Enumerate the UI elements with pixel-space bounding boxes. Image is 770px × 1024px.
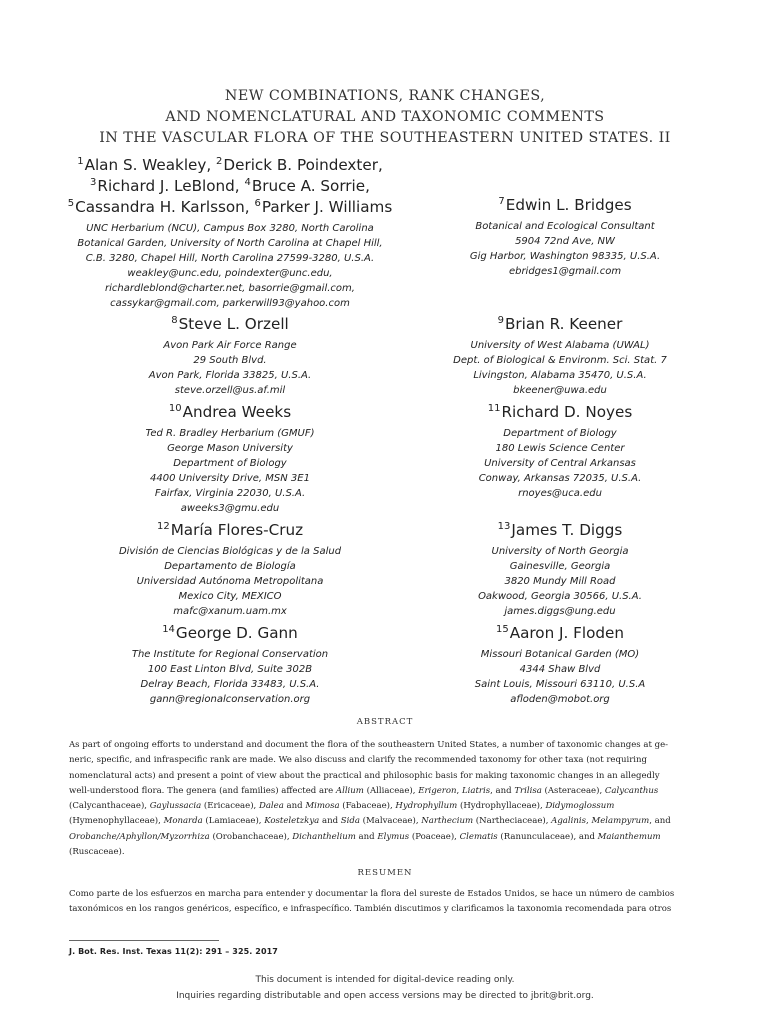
author-name: Parker J. Williams bbox=[261, 198, 393, 216]
taxon-name: Mimosa bbox=[305, 801, 340, 812]
author-name-line bbox=[390, 521, 730, 542]
address-line: George Mason University bbox=[167, 443, 293, 454]
author-block-7 bbox=[400, 196, 730, 279]
affiliation-number: 7 bbox=[498, 196, 505, 207]
address-line: Universidad Autónoma Metropolitana bbox=[136, 576, 324, 587]
author-names-line bbox=[40, 177, 420, 198]
taxon-name: Dichanthelium bbox=[292, 831, 356, 842]
affiliation-address bbox=[60, 544, 400, 619]
resumen-line: taxonómicos en los rangos genéricos, específico, e infraspecífico. También discutimos y clarificamos la taxonomia recomendada para otros bbox=[69, 904, 672, 915]
affiliation-number: 10 bbox=[168, 403, 182, 414]
affiliation-number: 2 bbox=[216, 156, 223, 167]
address-line: 29 South Blvd. bbox=[193, 355, 267, 366]
affiliation-address bbox=[60, 647, 400, 707]
author-name: James T. Diggs bbox=[511, 521, 623, 539]
address-line: Gig Harbor, Washington 98335, U.S.A. bbox=[469, 251, 661, 262]
email-line: afloden@mobot.org bbox=[510, 694, 610, 705]
affiliation-address bbox=[60, 426, 400, 516]
taxon-name: Monarda bbox=[163, 816, 203, 827]
email-line: mafc@xanum.uam.mx bbox=[173, 606, 287, 617]
author-names-line bbox=[40, 198, 420, 219]
address-line: División de Ciencias Biológicas y de la Salud bbox=[118, 546, 342, 557]
affiliation-address bbox=[40, 221, 420, 311]
address-line: Fairfax, Virginia 22030, U.S.A. bbox=[154, 488, 306, 499]
author-name-line bbox=[390, 315, 730, 336]
address-line: UNC Herbarium (NCU), Campus Box 3280, North Carolina bbox=[86, 223, 374, 234]
affiliation-number: 5 bbox=[67, 198, 75, 209]
address-line: 180 Lewis Science Center bbox=[495, 443, 625, 454]
taxon-name: Melampyrum bbox=[591, 816, 650, 827]
title-line: NEW COMBINATIONS, RANK CHANGES, bbox=[224, 88, 546, 104]
author-block-12 bbox=[60, 521, 400, 619]
email-line: gann@regionalconservation.org bbox=[149, 694, 311, 705]
author-name: Richard D. Noyes bbox=[501, 403, 633, 421]
taxon-name: Elymus bbox=[377, 831, 410, 842]
author-name-line bbox=[390, 403, 730, 424]
abstract-line: As part of ongoing efforts to understand and document the flora of the southeastern United States, a number of taxonomic changes at ge- bbox=[69, 740, 669, 750]
author-block-8 bbox=[60, 315, 400, 398]
affiliation-number: 4 bbox=[244, 177, 251, 188]
affiliation-number: 3 bbox=[90, 177, 97, 188]
email-line: bkeener@uwa.edu bbox=[513, 385, 607, 396]
address-line: Delray Beach, Florida 33483, U.S.A. bbox=[140, 679, 320, 690]
abstract-line: nomenclatural acts) and present a point of view about the practical and philosophic basis for making taxonomic changes in an allegedly bbox=[69, 770, 660, 781]
author-name-line bbox=[60, 403, 400, 424]
author-name: Bruce A. Sorrie, bbox=[251, 177, 370, 195]
taxon-name: Didymoglossum bbox=[545, 801, 615, 812]
author-name: Alan S. Weakley, bbox=[84, 156, 217, 174]
author-name: Brian R. Keener bbox=[504, 315, 623, 333]
author-name: Andrea Weeks bbox=[182, 403, 292, 421]
taxon-name: Maianthemum bbox=[597, 831, 661, 842]
address-line: Saint Louis, Missouri 63110, U.S.A bbox=[474, 679, 646, 690]
author-name: Steve L. Orzell bbox=[178, 315, 289, 333]
address-line: University of West Alabama (UWAL) bbox=[470, 340, 650, 351]
address-line: University of Central Arkansas bbox=[484, 458, 636, 469]
address-line: Gainesville, Georgia bbox=[509, 561, 611, 572]
taxon-name: Agalinis bbox=[551, 816, 586, 827]
address-line: Avon Park, Florida 33825, U.S.A. bbox=[148, 370, 312, 381]
author-name: María Flores-Cruz bbox=[170, 521, 304, 539]
address-line: Conway, Arkansas 72035, U.S.A. bbox=[478, 473, 642, 484]
address-line: Botanical and Ecological Consultant bbox=[475, 221, 655, 232]
resumen-body bbox=[69, 887, 711, 918]
title-line: IN THE VASCULAR FLORA OF THE SOUTHEASTERN UNITED STATES. II bbox=[99, 130, 671, 146]
author-name-line bbox=[60, 521, 400, 542]
abstract-line: neric, specific, and infraspecific rank are made. We also discuss and clarify the recommended taxonomy for other taxa (not requiring bbox=[69, 755, 647, 766]
taxon-name: Erigeron bbox=[418, 785, 457, 796]
author-name: Derick B. Poindexter, bbox=[223, 156, 383, 174]
taxon-name: Clematis bbox=[459, 831, 498, 842]
affiliation-number: 14 bbox=[162, 624, 175, 635]
address-line: 4400 University Drive, MSN 3E1 bbox=[150, 473, 310, 484]
address-line: The Institute for Regional Conservation bbox=[131, 649, 329, 660]
email-line: richardleblond@charter.net, basorrie@gmail.com, bbox=[105, 283, 355, 294]
address-line: Dept. of Biological & Environm. Sci. Stat. 7 bbox=[453, 355, 667, 366]
affiliation-address bbox=[390, 426, 730, 501]
taxon-name: Orobanche/Aphyllon/Myzorrhiza bbox=[69, 831, 210, 842]
taxon-name: Narthecium bbox=[421, 816, 474, 827]
affiliation-number: 8 bbox=[171, 315, 178, 326]
author-name: Edwin L. Bridges bbox=[505, 196, 632, 214]
author-block-15 bbox=[390, 624, 730, 707]
notice-line: Inquiries regarding distributable and open access versions may be directed to jbrit@brit.org. bbox=[176, 991, 594, 1001]
author-name-line bbox=[60, 624, 400, 645]
author-name: Aaron J. Floden bbox=[509, 624, 625, 642]
affiliation-address bbox=[400, 219, 730, 279]
reading-notice bbox=[60, 972, 710, 1004]
email-line: rnoyes@uca.edu bbox=[518, 488, 602, 499]
address-line: Ted R. Bradley Herbarium (GMUF) bbox=[145, 428, 315, 439]
author-name: Cassandra H. Karlsson, bbox=[75, 198, 255, 216]
author-block-10 bbox=[60, 403, 400, 516]
affiliation-number: 6 bbox=[254, 198, 261, 209]
address-line: C.B. 3280, Chapel Hill, North Carolina 27599-3280, U.S.A. bbox=[85, 253, 375, 264]
taxon-name: Dalea bbox=[258, 801, 284, 812]
affiliation-number: 11 bbox=[487, 403, 501, 414]
taxon-name: Liatris bbox=[461, 785, 491, 796]
address-line: Department of Biology bbox=[173, 458, 287, 469]
address-line: University of North Georgia bbox=[491, 546, 629, 557]
resumen-line: Como parte de los esfuerzos en marcha para entender y documentar la flora del sureste de Estados Unidos, se hace un número de cambios bbox=[69, 889, 675, 899]
resumen-heading: RESUMEN bbox=[357, 868, 413, 878]
author-name-line bbox=[400, 196, 730, 217]
affiliation-number: 1 bbox=[77, 156, 84, 167]
address-line: Department of Biology bbox=[503, 428, 617, 439]
author-block-9 bbox=[390, 315, 730, 398]
taxon-name: Gaylussacia bbox=[149, 801, 202, 812]
abstract-body bbox=[69, 738, 711, 860]
affiliation-number: 13 bbox=[497, 521, 511, 532]
email-line: weakley@unc.edu, poindexter@unc.edu, bbox=[127, 268, 333, 279]
email-line: ebridges1@gmail.com bbox=[508, 266, 622, 277]
email-line: steve.orzell@us.af.mil bbox=[174, 385, 286, 396]
taxon-name: Kosteletzkya bbox=[264, 816, 320, 827]
author-block-group1 bbox=[40, 156, 420, 311]
taxon-name: Calycanthus bbox=[604, 785, 659, 796]
address-line: 4344 Shaw Blvd bbox=[519, 664, 601, 675]
journal-citation: J. Bot. Res. Inst. Texas 11(2): 291 – 325. 2017 bbox=[69, 947, 278, 956]
address-line: 100 East Linton Blvd, Suite 302B bbox=[147, 664, 313, 675]
email-line: cassykar@gmail.com, parkerwill93@yahoo.com bbox=[110, 298, 350, 309]
address-line: Livingston, Alabama 35470, U.S.A. bbox=[473, 370, 647, 381]
affiliation-address bbox=[390, 544, 730, 619]
abstract-line: Orobanche/Aphyllon/Myzorrhiza (Orobanchaceae), Dichanthelium and Elymus (Poaceae), Clematis (Ranunculaceae), and Maianthemum bbox=[69, 831, 661, 842]
abstract-line: (Hymenophyllaceae), Monarda (Lamiaceae), Kosteletzkya and Sida (Malvaceae), Narthecium (Nartheciaceae), Agalinis, Melampyrum, and bbox=[69, 816, 671, 827]
abstract-heading: ABSTRACT bbox=[356, 717, 414, 727]
taxon-name: Hydrophyllum bbox=[395, 801, 458, 812]
author-block-11 bbox=[390, 403, 730, 501]
affiliation-number: 12 bbox=[156, 521, 170, 532]
address-line: Botanical Garden, University of North Carolina at Chapel Hill, bbox=[77, 238, 383, 249]
author-names-line bbox=[40, 156, 420, 177]
address-line: 5904 72nd Ave, NW bbox=[515, 236, 615, 247]
abstract-line: (Ruscaceae). bbox=[69, 847, 125, 858]
address-line: Avon Park Air Force Range bbox=[163, 340, 297, 351]
author-block-13 bbox=[390, 521, 730, 619]
address-line: 3820 Mundy Mill Road bbox=[504, 576, 616, 587]
email-line: james.diggs@ung.edu bbox=[504, 606, 616, 617]
affiliation-address bbox=[60, 338, 400, 398]
affiliation-address bbox=[390, 647, 730, 707]
author-name: Richard J. LeBlond, bbox=[97, 177, 245, 195]
abstract-line: well-understood flora. The genera (and families) affected are Allium (Alliaceae), Erigeron, Liatris, and Trilisa (Asteraceae), Calycanthus bbox=[69, 785, 659, 796]
affiliation-address bbox=[390, 338, 730, 398]
address-line: Mexico City, MEXICO bbox=[178, 591, 282, 602]
author-block-14 bbox=[60, 624, 400, 707]
author-name: George D. Gann bbox=[175, 624, 298, 642]
address-line: Departamento de Biología bbox=[164, 561, 296, 572]
affiliation-number: 9 bbox=[497, 315, 504, 326]
footnote-divider bbox=[69, 940, 219, 941]
taxon-name: Trilisa bbox=[514, 785, 542, 796]
author-name-line bbox=[60, 315, 400, 336]
author-name-line bbox=[390, 624, 730, 645]
email-line: aweeks3@gmu.edu bbox=[180, 503, 280, 514]
address-line: Missouri Botanical Garden (MO) bbox=[480, 649, 640, 660]
taxon-name: Sida bbox=[340, 816, 360, 827]
abstract-line: (Calycanthaceae), Gaylussacia (Ericaceae), Dalea and Mimosa (Fabaceae), Hydrophyllum (Hydrophyllaceae), Didymoglossum bbox=[69, 801, 615, 812]
article-title bbox=[60, 86, 710, 149]
affiliation-number: 15 bbox=[495, 624, 509, 635]
notice-line: This document is intended for digital-device reading only. bbox=[255, 975, 515, 985]
address-line: Oakwood, Georgia 30566, U.S.A. bbox=[478, 591, 642, 602]
taxon-name: Allium bbox=[335, 785, 364, 796]
title-line: AND NOMENCLATURAL AND TAXONOMIC COMMENTS bbox=[165, 109, 605, 125]
